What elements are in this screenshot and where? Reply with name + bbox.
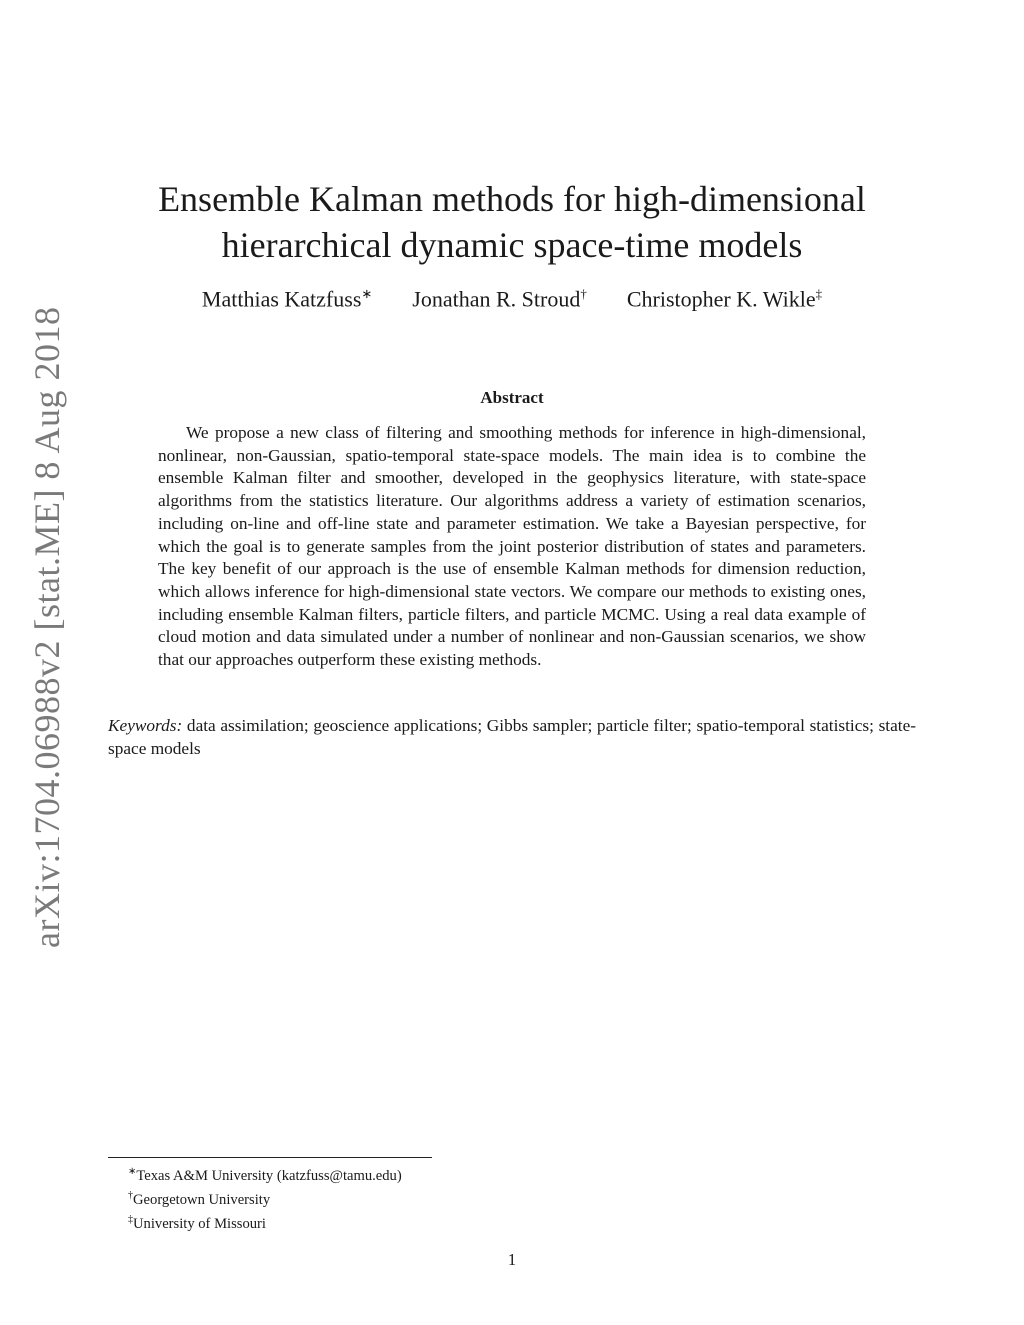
- author-name: Jonathan R. Stroud: [412, 286, 581, 312]
- abstract-text: We propose a new class of filtering and smoothing methods for inference in high-dimensional, nonlinear, non-Gaussian, spatio-temporal state-space models. The main idea is to combine the ensemble Kalman filter and smoother, developed in the geophysics literature, with state-space algorithms from the statistics literature. Our algorithms address a variety of estimation scenarios, including on-line and off-line state and parameter estimation. We take a Bayesian perspective, for which the goal is to generate samples from the joint posterior distribution of states and parameters. The key benefit of our approach is the use of ensemble Kalman methods for dimension reduction, which allows inference for high-dimensional state vectors. We compare our methods to existing ones, including ensemble Kalman filters, particle filters, and particle MCMC. Using a real data example of cloud motion and data simulated under a number of nonlinear and non-Gaussian scenarios, we show that our approaches outperform these existing methods.: [158, 423, 866, 670]
- arxiv-identifier: arXiv:1704.06988v2 [stat.ME] 8 Aug 2018: [27, 306, 67, 948]
- footnote: [128, 1210, 728, 1234]
- author-list: [112, 286, 912, 312]
- author-mark: †: [580, 286, 587, 301]
- keywords: [108, 714, 916, 760]
- paper-title: [112, 176, 912, 268]
- footnotes: [128, 1162, 728, 1234]
- footnote-mark: ‡: [128, 1213, 133, 1225]
- author-mark: ∗: [361, 286, 373, 301]
- page-number: 1: [507, 1250, 517, 1269]
- footnote: [128, 1162, 728, 1186]
- author-name: Christopher K. Wikle: [626, 286, 816, 312]
- footnote-text: Texas A&M University (katzfuss@tamu.edu): [136, 1167, 402, 1184]
- author: [202, 286, 372, 312]
- title-line-1: Ensemble Kalman methods for high-dimensional: [158, 179, 866, 219]
- footnote-divider: [108, 1157, 432, 1158]
- footnote: [128, 1186, 728, 1210]
- keywords-label: Keywords:: [108, 716, 183, 735]
- author: [412, 286, 587, 312]
- footnote-mark: ∗: [128, 1166, 137, 1177]
- footnote-text: University of Missouri: [133, 1215, 266, 1232]
- title-line-2: hierarchical dynamic space-time models: [221, 225, 803, 265]
- author: [627, 286, 822, 312]
- footnote-mark: †: [128, 1189, 133, 1201]
- author-name: Matthias Katzfuss: [201, 286, 362, 312]
- footnote-text: Georgetown University: [133, 1191, 271, 1208]
- abstract-heading: Abstract: [480, 388, 544, 407]
- keywords-text: data assimilation; geoscience applications; Gibbs sampler; particle filter; spatio-temporal statistics; state-space models: [108, 716, 916, 758]
- author-mark: ‡: [815, 286, 823, 301]
